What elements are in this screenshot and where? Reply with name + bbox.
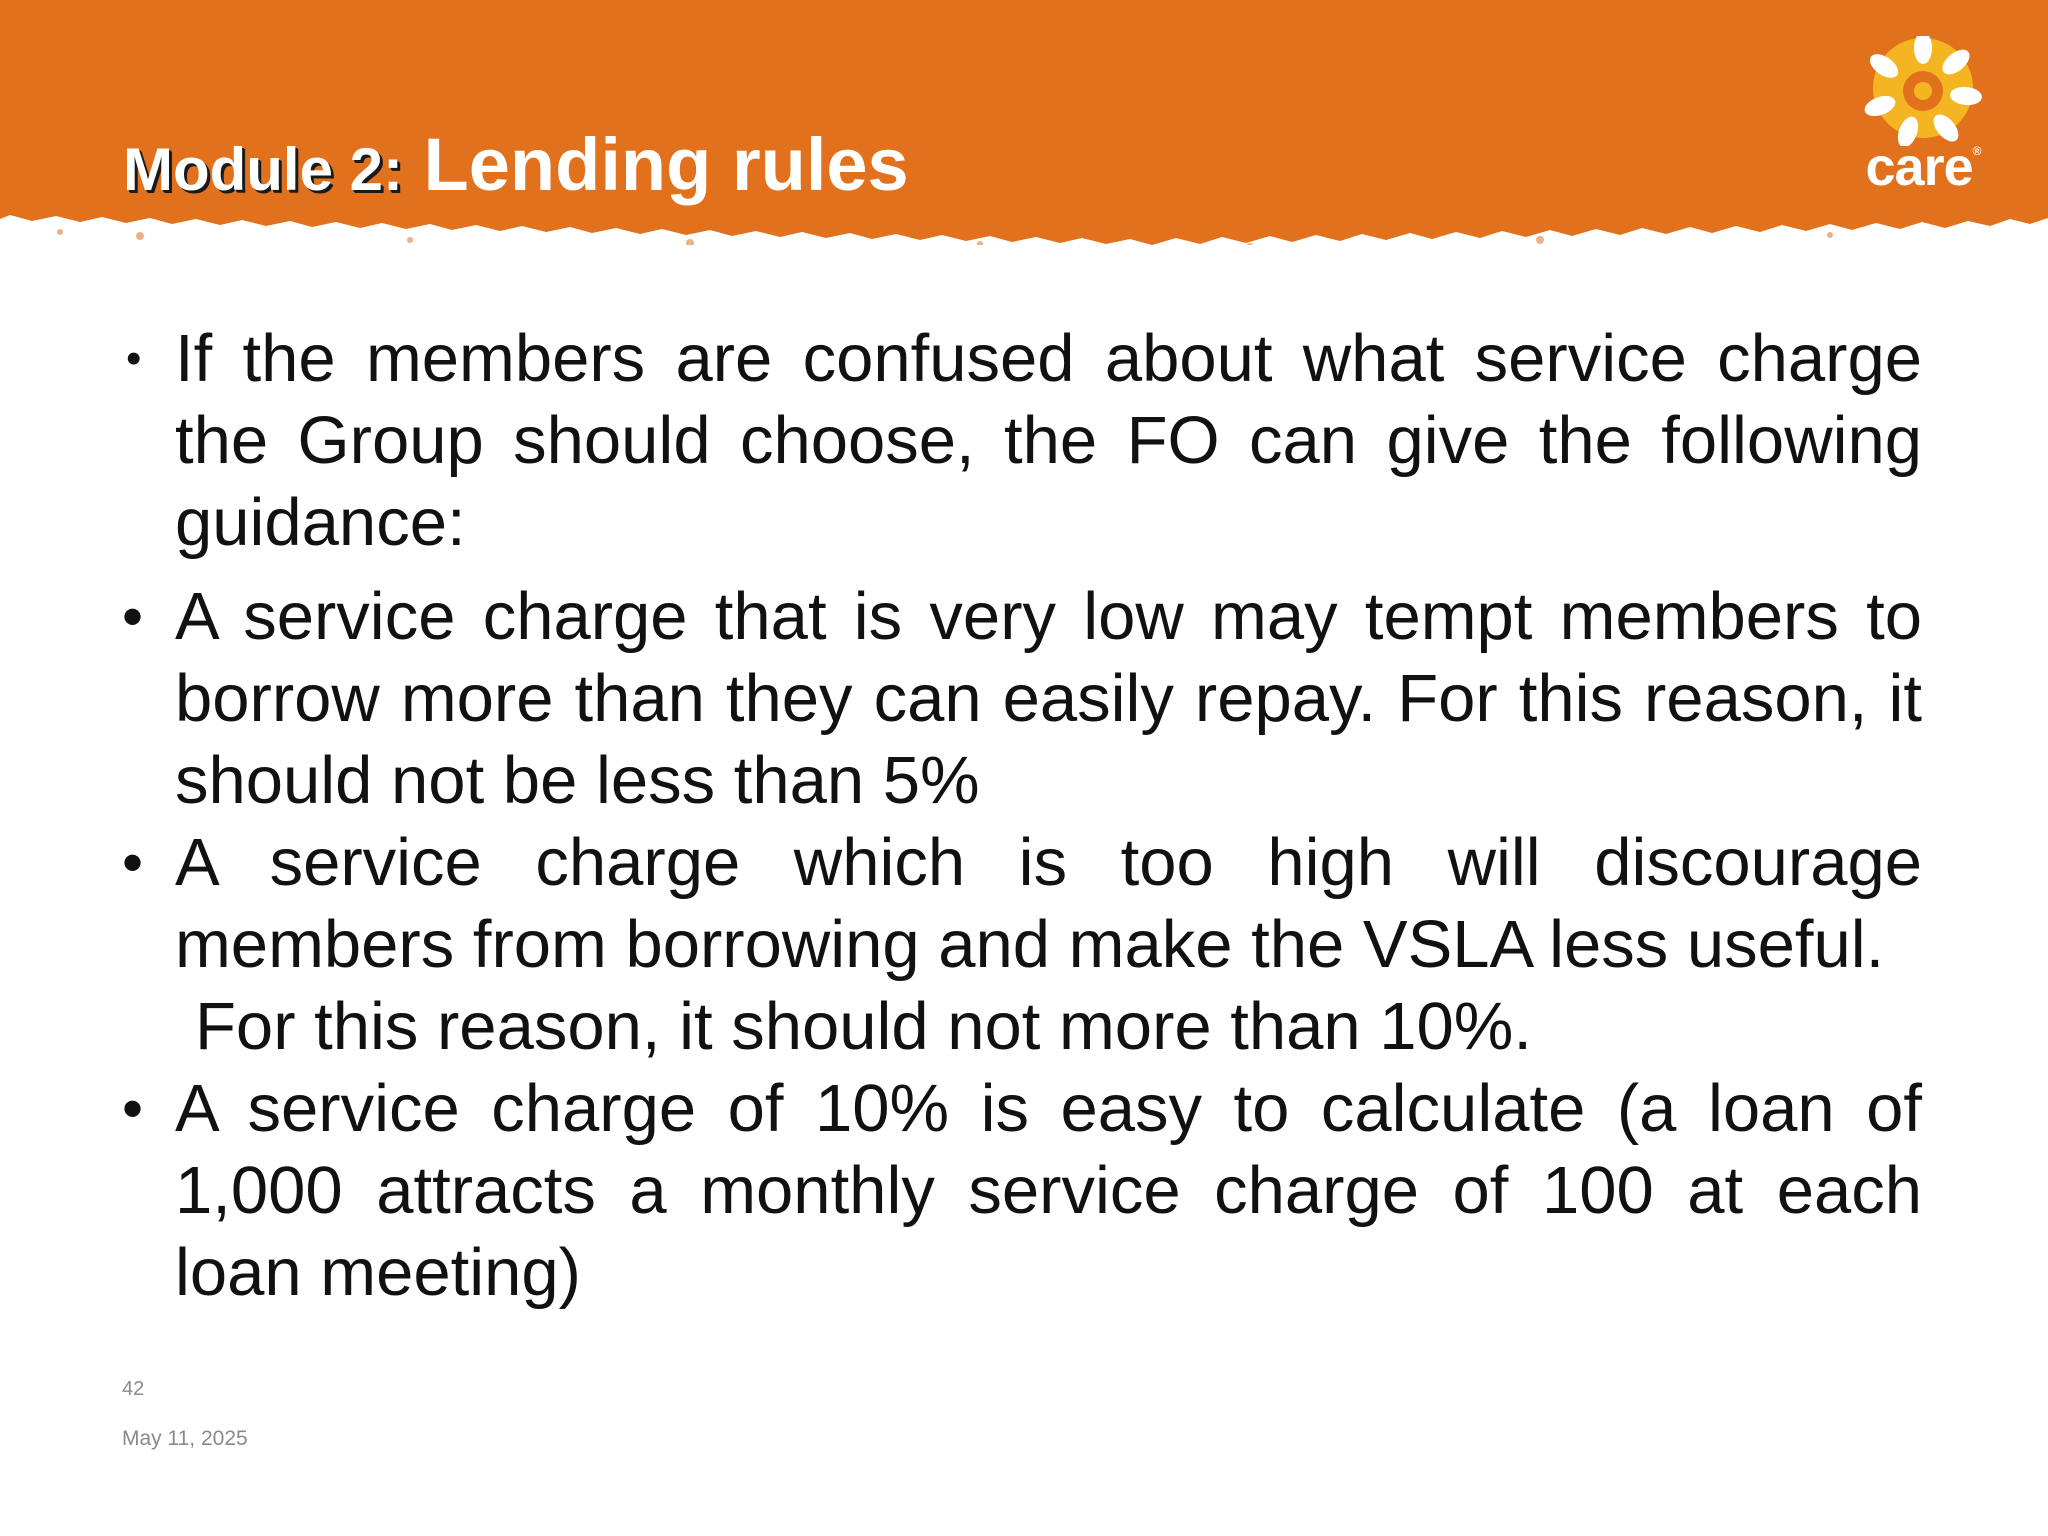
title-main: Lending rules (403, 123, 909, 206)
bullet-dot: • (122, 1075, 144, 1142)
bullet-dot: • (122, 583, 144, 650)
care-wordmark: care® (1865, 137, 1981, 197)
care-logo (1858, 36, 1988, 196)
list-item (120, 318, 1922, 564)
slide-title (123, 122, 909, 222)
bullet-list (120, 318, 1922, 1314)
list-item (120, 576, 1922, 822)
list-item (120, 822, 1922, 1068)
bullet-text: A service charge that is very low may tempt members to borrow more than they can easily repay. For this reason, it should not be less than 5% (175, 579, 1922, 818)
bullet-text: If the members are confused about what service charge the Group should choose, the FO can give the following guidance: (175, 321, 1922, 560)
list-item (120, 1068, 1922, 1314)
bullet-text-continuation: For this reason, it should not more than 10%. (195, 989, 1532, 1064)
title-prefix: Module 2: (123, 136, 403, 203)
bullet-text: A service charge which is too high will discourage members from borrowing and make the VSLA less useful. (175, 825, 1922, 982)
page-number: 42 (122, 1378, 145, 1400)
bullet-text: A service charge of 10% is easy to calculate (a loan of 1,000 attracts a monthly service charge of 100 at each loan meeting) (175, 1071, 1922, 1310)
bullet-dot: • (122, 829, 144, 896)
care-hands-icon (1858, 36, 1988, 146)
footer-date: May 11, 2025 (122, 1427, 248, 1450)
bullet-dot: • (126, 334, 142, 383)
